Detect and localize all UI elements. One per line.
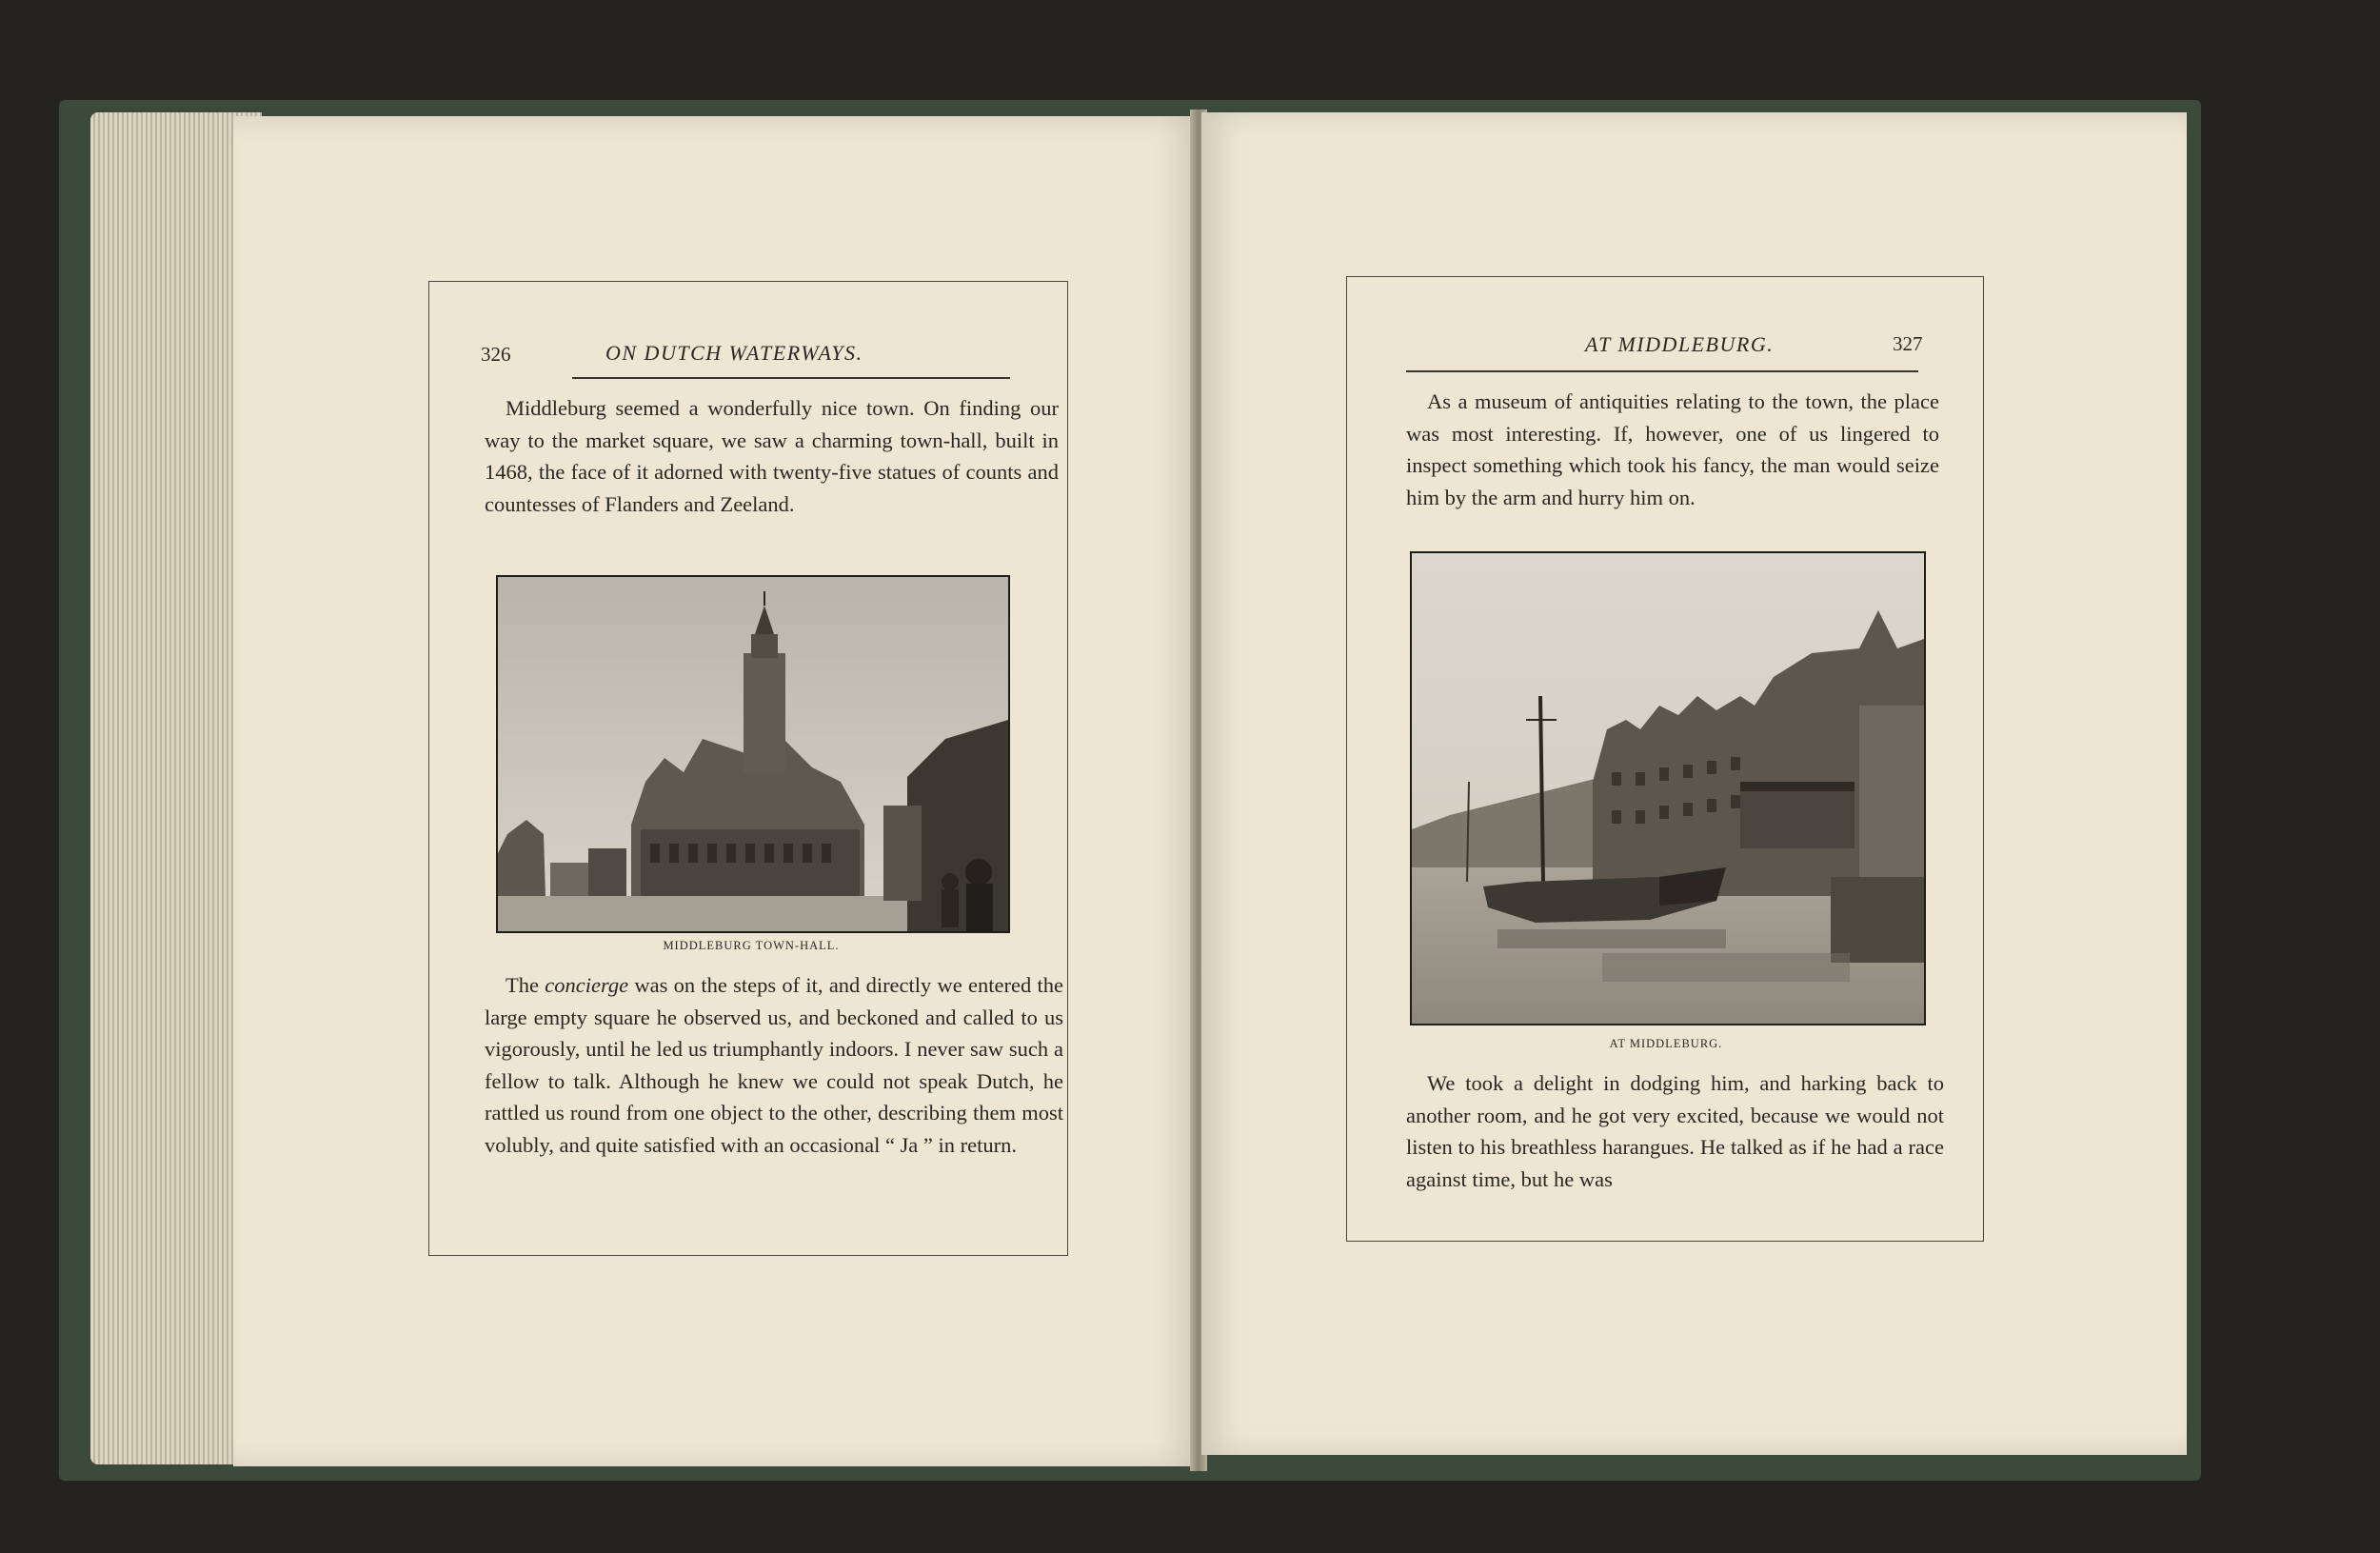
running-head: AT MIDDLEBURG. (1585, 332, 1775, 356)
page-number: 327 (1893, 332, 1923, 355)
paragraph: We took a delight in dodging him, and harking back to another room, and he got very excited, because we would not listen to his breathless harangues. He talked as if he had a race against time, but he was (1406, 1071, 1944, 1191)
paragraph: Middleburg seemed a wonderfully nice town. On finding our way to the market square, we saw a charming town-hall, built in 1468, the face of it adorned with twenty-five statues of counts and countesses of Flanders and Zeeland. (485, 396, 1059, 516)
paragraph-text: was on the steps of it, and directly we entered the large empty square he observed us, and beckoned and called to us vigorously, until he led us triumphantly indoors. I never saw such a fellow to talk. Although he knew we could not speak Dutch, he rattled us round from one object to the other, describing them most volubly, and quite satisfied with an occasional “ Ja ” in return. (485, 973, 1064, 1157)
right-page-frame (1346, 276, 1984, 1242)
header-rule (1406, 370, 1918, 372)
left-page-frame (428, 281, 1068, 1256)
figure-caption: AT MIDDLEBURG. (1609, 1037, 1723, 1050)
figure-town-hall (496, 575, 1010, 933)
right-page (1201, 112, 2187, 1455)
left-page (233, 116, 1195, 1466)
figure-caption: MIDDLEBURG TOWN-HALL. (663, 939, 840, 952)
paragraph: As a museum of antiquities relating to the town, the place was most interesting. If, however, one of us lingered to inspect something which took his fancy, the man would seize him by the arm and hurry him on. (1406, 389, 1939, 509)
paragraph (485, 969, 1063, 1161)
running-head: ON DUTCH WATERWAYS. (605, 341, 863, 365)
paragraph-text: The (506, 973, 545, 997)
town-hall-illustration (498, 577, 1008, 931)
italic-word: concierge (545, 973, 629, 997)
harbour-illustration (1412, 553, 1924, 1024)
page-number: 326 (481, 343, 511, 366)
figure-middleburg-harbour (1410, 551, 1926, 1025)
